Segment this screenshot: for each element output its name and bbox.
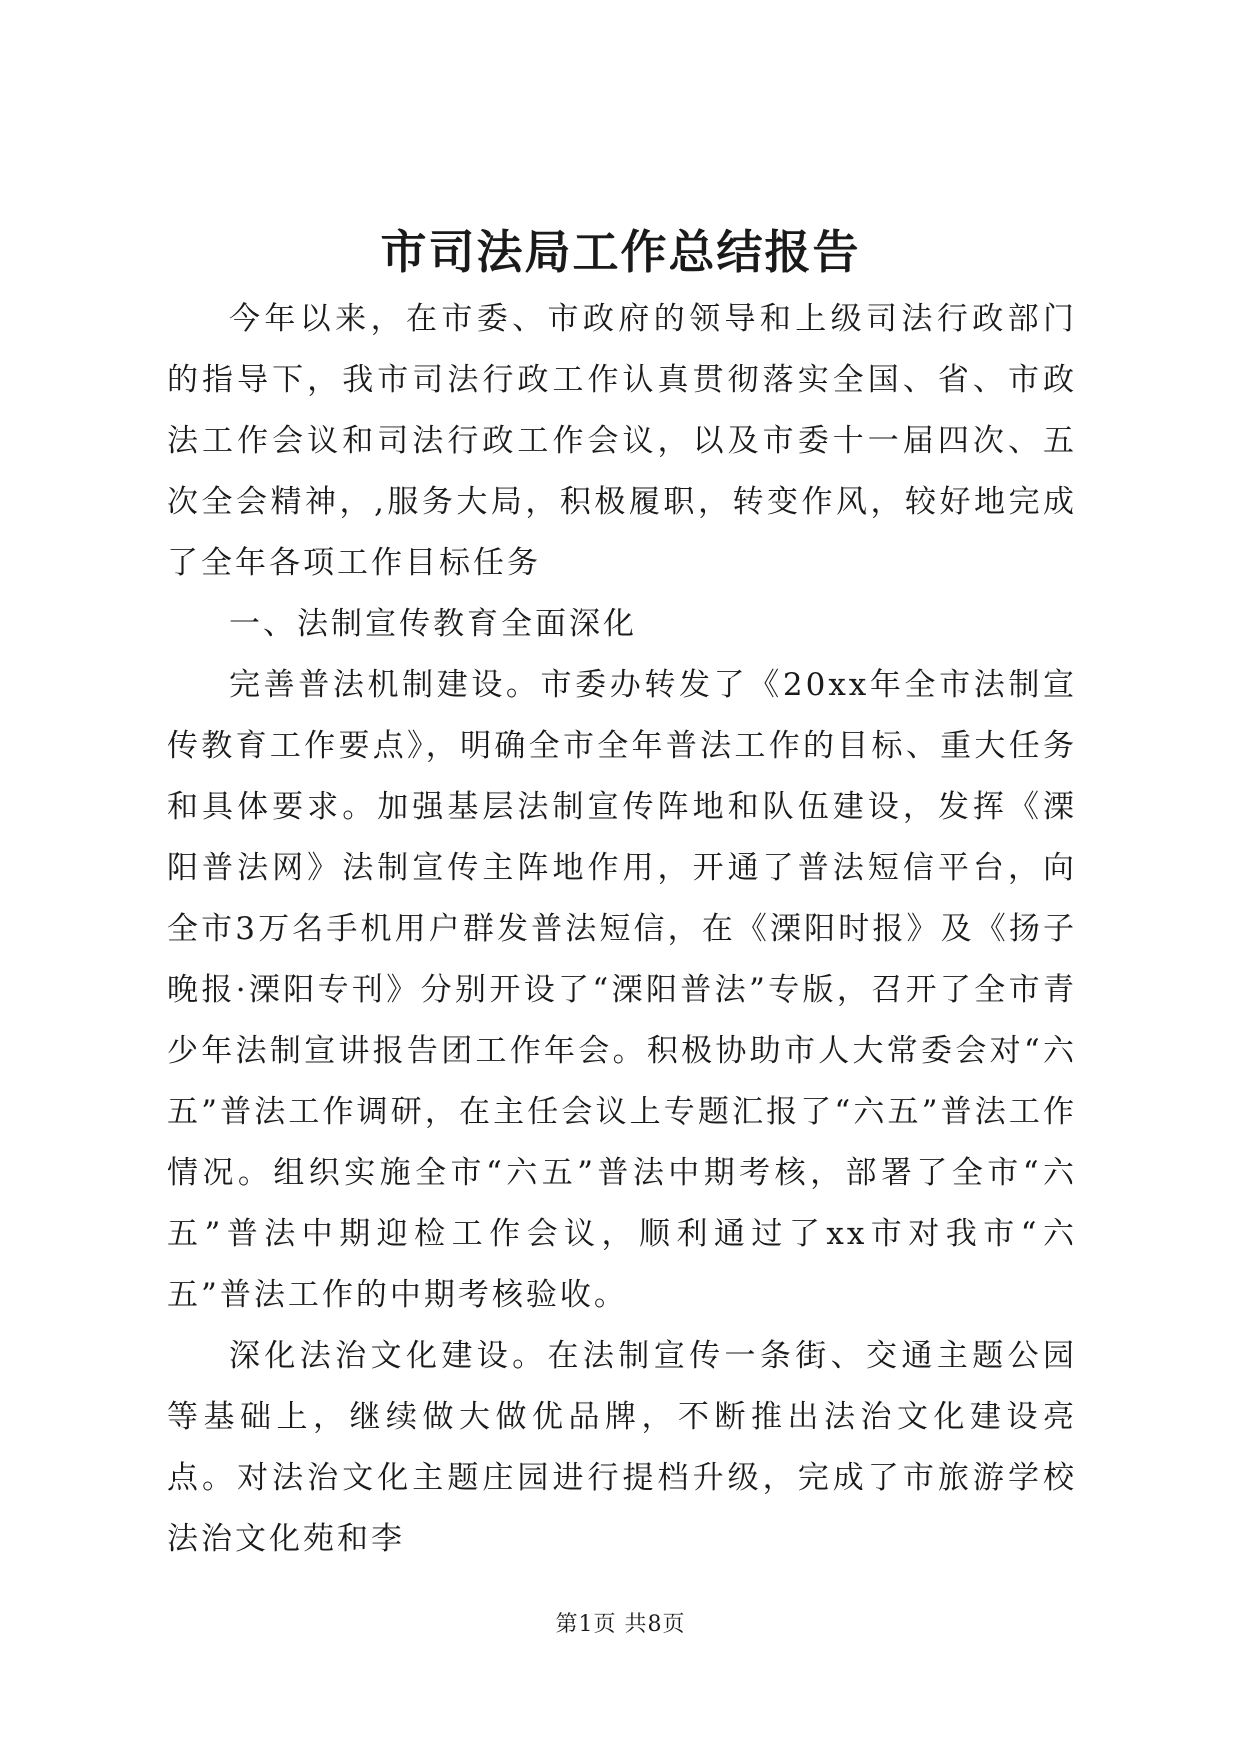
page-number: 第1页 共8页 bbox=[555, 1612, 686, 1637]
document-title: 市司法局工作总结报告 bbox=[380, 225, 861, 279]
intro-paragraph: 今年以来，在市委、市政府的领导和上级司法行政部门的指导下，我市司法行政工作认真贯彻落实全国、省、市政法工作会议和司法行政工作会议，以及市委十一届四次、五次全会精神，,服务大局，积极履职，转变作风，较好地完成了全年各项工作目标任务 bbox=[167, 301, 1077, 581]
section-heading: 一、法制宣传教育全面深化 bbox=[229, 606, 637, 642]
body-paragraph: 深化法治文化建设。在法制宣传一条街、交通主题公园等基础上，继续做大做优品牌，不断推出法治文化建设亮点。对法治文化主题庄园进行提档升级，完成了市旅游学校法治文化苑和李 bbox=[167, 1338, 1077, 1557]
body-paragraph: 完善普法机制建设。市委办转发了《20xx年全市法制宣传教育工作要点》，明确全市全年普法工作的目标、重大任务和具体要求。加强基层法制宣传阵地和队伍建设，发挥《溧阳普法网》法制宣传主阵地作用，开通了普法短信平台，向全市3万名手机用户群发普法短信，在《溧阳时报》及《扬子晚报·溧阳专刊》分别开设了“溧阳普法”专版，召开了全市青少年法制宣讲报告团工作年会。积极协助市人大常委会对“六五”普法工作调研，在主任会议上专题汇报了“六五”普法工作情况。组织实施全市“六五”普法中期考核，部署了全市“六五”普法中期迎检工作会议，顺利通过了xx市对我市“六五”普法工作的中期考核验收。 bbox=[167, 667, 1077, 1313]
document-body bbox=[167, 289, 1077, 1570]
